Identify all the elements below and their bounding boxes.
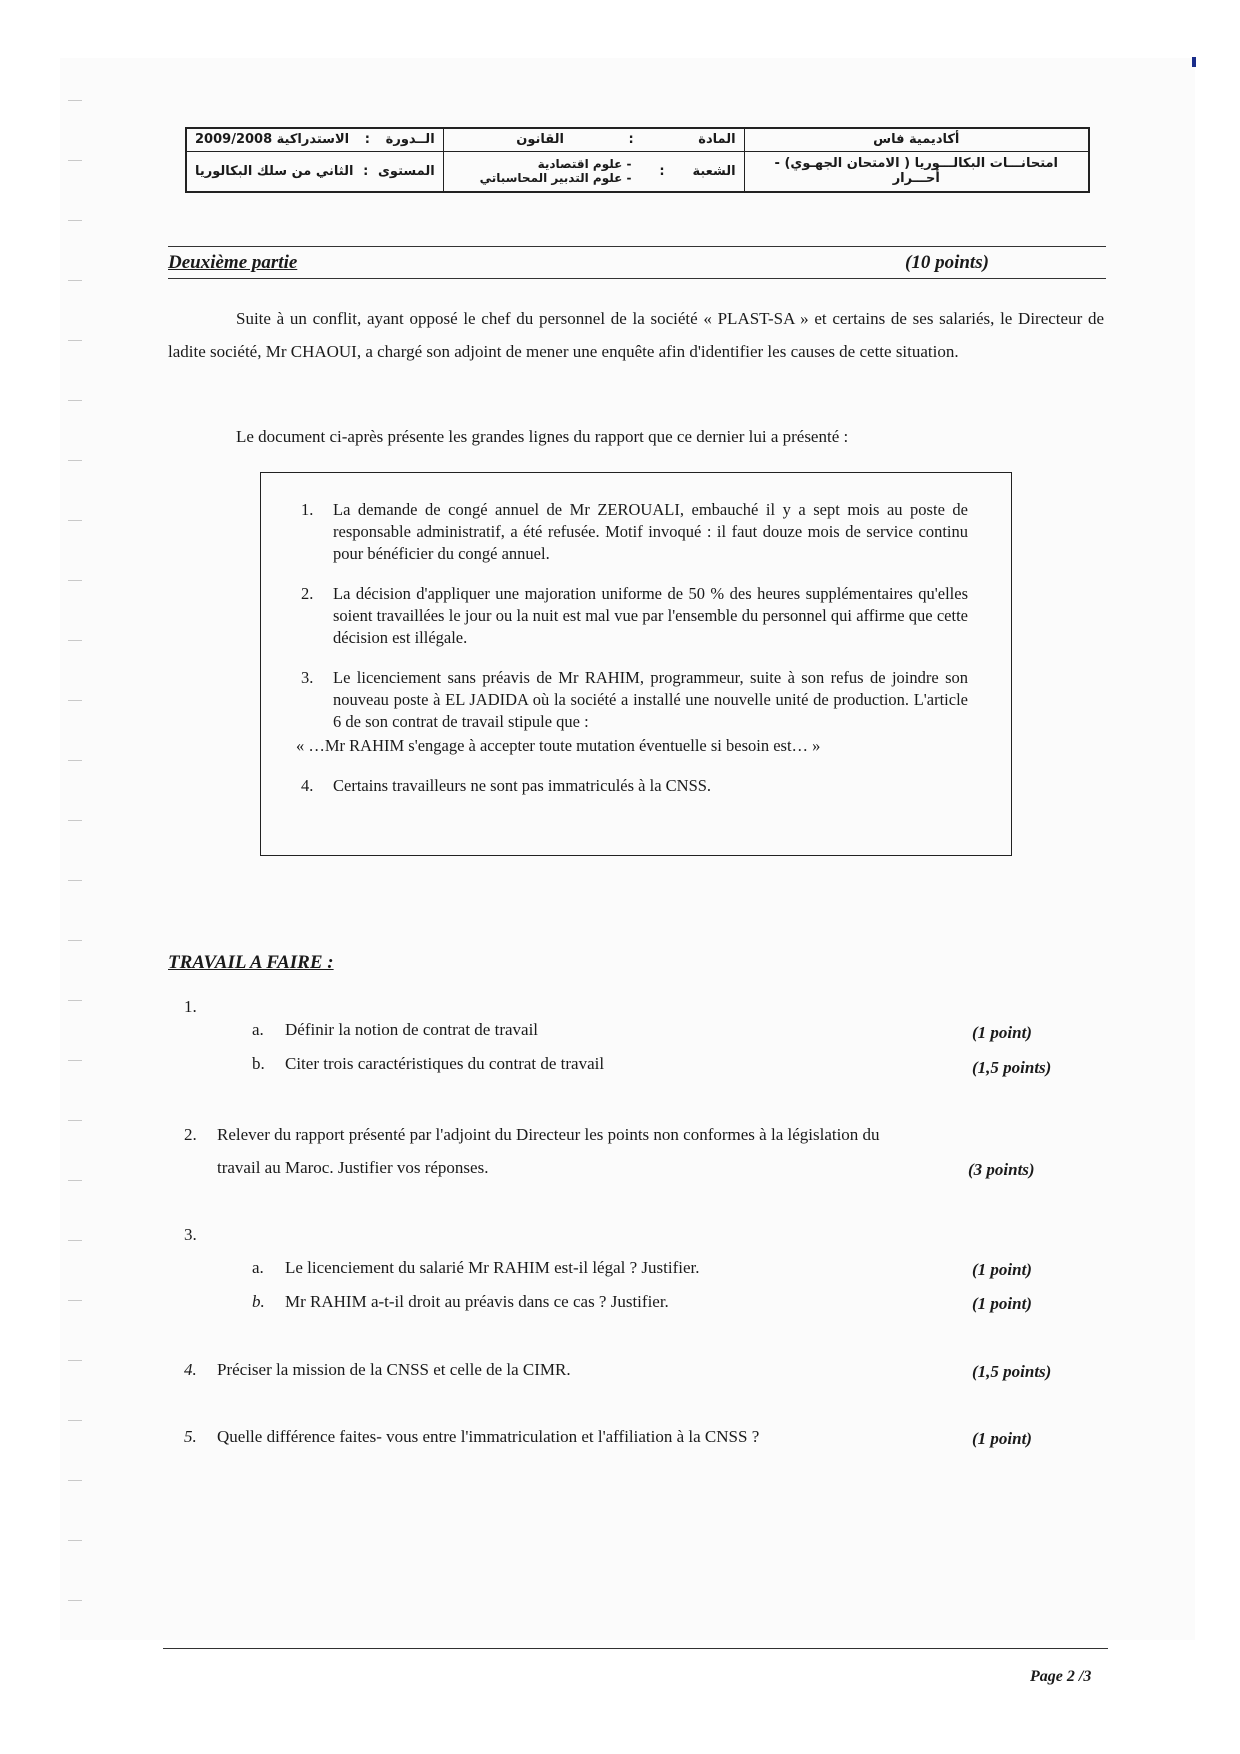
scan-edge-mark <box>1192 57 1196 67</box>
session-cell <box>186 128 443 151</box>
branch-item: - علوم اقتصادية <box>537 157 632 172</box>
subject-cell <box>443 128 744 151</box>
question-3a-points: (1 point) <box>972 1260 1032 1279</box>
rail-tick <box>68 400 82 401</box>
exam-header-table <box>185 127 1090 193</box>
rail-tick <box>68 1360 82 1361</box>
item-number: 2. <box>301 584 314 603</box>
branch-list <box>480 157 632 185</box>
level-cell <box>186 151 443 192</box>
question-1b-text: Citer trois caractéristiques du contrat de travail <box>285 1054 605 1073</box>
contract-quote: « …Mr RAHIM s'engage à accepter toute mutation éventuelle si besoin est… » <box>296 736 821 755</box>
rail-tick <box>68 280 82 281</box>
item-text: Certains travailleurs ne sont pas immatriculés à la CNSS. <box>333 776 712 795</box>
question-1b-points: (1,5 points) <box>972 1058 1052 1077</box>
rail-tick <box>68 1000 82 1001</box>
section-rule-bottom <box>168 278 1106 279</box>
rail-tick <box>68 520 82 521</box>
branch-label: الشعبة <box>692 163 736 179</box>
question-4-number: 4. <box>184 1360 197 1379</box>
rail-tick <box>68 1540 82 1541</box>
session-label: الــدورة <box>385 132 435 148</box>
academy-name: أكاديمية فاس <box>873 132 960 148</box>
rail-tick <box>68 580 82 581</box>
rail-tick <box>68 1300 82 1301</box>
rail-tick <box>68 1420 82 1421</box>
rail-tick <box>68 220 82 221</box>
question-5-text: Quelle différence faites- vous entre l'immatriculation et l'affiliation à la CNSS ? <box>217 1427 760 1446</box>
rail-tick <box>68 820 82 821</box>
question-2-line-2: travail au Maroc. Justifier vos réponses. <box>217 1158 489 1177</box>
question-3-number: 3. <box>184 1225 197 1244</box>
part-points: (10 points) <box>905 252 989 273</box>
question-1a-points: (1 point) <box>972 1023 1032 1042</box>
intro-text: Suite à un conflit, ayant opposé le chef du personnel de la société « PLAST-SA » et certains de ses salariés, le Directeur de ladite société, Mr CHAOUI, a chargé son adjoint de mener une enquête afin d'identifier les causes de cette situation. <box>168 309 1104 361</box>
colon: : <box>628 132 634 148</box>
intro-paragraph <box>168 302 1104 368</box>
rail-tick <box>68 1600 82 1601</box>
list-item <box>301 499 968 565</box>
rail-tick <box>68 760 82 761</box>
question-2-line-1: Relever du rapport présenté par l'adjoint du Directeur les points non conformes à la législation du <box>217 1125 880 1144</box>
footer-rule <box>163 1648 1108 1649</box>
todo-title: TRAVAIL A FAIRE : <box>168 952 334 973</box>
question-3a-text: Le licenciement du salarié Mr RAHIM est-il légal ? Justifier. <box>285 1258 700 1277</box>
rail-tick <box>68 1480 82 1481</box>
colon: : <box>659 163 665 179</box>
rail-tick <box>68 700 82 701</box>
question-2-number: 2. <box>184 1125 197 1144</box>
rail-tick <box>68 640 82 641</box>
rail-tick <box>68 880 82 881</box>
list-item <box>296 667 968 757</box>
rail-tick <box>68 160 82 161</box>
question-3b-letter: b. <box>252 1292 265 1311</box>
subject-label: المادة <box>698 132 736 148</box>
branch-cell <box>443 151 744 192</box>
question-1a-text: Définir la notion de contrat de travail <box>285 1020 539 1039</box>
subject-value: القانون <box>516 132 564 148</box>
report-box <box>260 472 1012 856</box>
rail-tick <box>68 940 82 941</box>
page-number: Page 2 /3 <box>1030 1668 1092 1685</box>
question-4-points: (1,5 points) <box>972 1362 1052 1381</box>
colon: : <box>364 132 370 148</box>
level-value: الثاني من سلك البكالوريا <box>195 163 354 179</box>
branch-item: - علوم التدبير المحاسباتي <box>479 171 632 186</box>
rail-tick <box>68 100 82 101</box>
list-item <box>301 775 968 797</box>
item-number: 1. <box>301 500 314 519</box>
item-text: La décision d'appliquer une majoration uniforme de 50 % des heures supplémentaires qu'elles soient travaillées le jour ou la nuit est mal vue par l'ensemble du personnel qui affirme que cette décision est illégale. <box>333 584 968 647</box>
item-text: La demande de congé annuel de Mr ZEROUALI, embauché il y a sept mois au poste de responsable administratif, a été refusée. Motif invoqué : il faut douze mois de service continu pour bénéficier du congé annuel. <box>333 500 968 563</box>
question-5-number: 5. <box>184 1427 197 1446</box>
list-item <box>301 583 968 649</box>
question-3a-letter: a. <box>252 1258 264 1277</box>
rail-tick <box>68 1180 82 1181</box>
binding-rail <box>62 70 84 1640</box>
academy-cell <box>744 128 1089 151</box>
item-text: Le licenciement sans préavis de Mr RAHIM, programmeur, suite à son refus de joindre son nouveau poste à EL JADIDA où la société a installé une nouvelle unité de production. L'article 6 de son contrat de travail stipule que : <box>333 668 968 731</box>
level-label: المستوى <box>378 163 435 179</box>
rail-tick <box>68 460 82 461</box>
lead-text: Le document ci-après présente les grandes lignes du rapport que ce dernier lui a présenté : <box>236 427 849 446</box>
item-body <box>296 667 968 757</box>
question-1a-letter: a. <box>252 1020 264 1039</box>
exam-title: امتحانـــات البكالـــوريا ( الامتحان الجهـوي) - أحـــرار <box>774 156 1059 187</box>
exam-cell <box>744 151 1089 192</box>
session-value: الاستدراكية 2009/2008 <box>195 132 350 148</box>
question-5-points: (1 point) <box>972 1429 1032 1448</box>
report-list <box>296 499 968 815</box>
rail-tick <box>68 1240 82 1241</box>
rail-tick <box>68 340 82 341</box>
item-number: 3. <box>301 668 314 687</box>
rail-tick <box>68 1120 82 1121</box>
question-1b-letter: b. <box>252 1054 265 1073</box>
question-2-points: (3 points) <box>968 1160 1035 1179</box>
question-3b-points: (1 point) <box>972 1294 1032 1313</box>
rail-tick <box>68 1060 82 1061</box>
item-number: 4. <box>301 776 314 795</box>
part-title: Deuxième partie <box>168 252 298 273</box>
question-1-number: 1. <box>184 997 197 1016</box>
colon: : <box>363 163 369 179</box>
question-4-text: Préciser la mission de la CNSS et celle de la CIMR. <box>217 1360 571 1379</box>
section-rule-top <box>168 246 1106 247</box>
question-3b-text: Mr RAHIM a-t-il droit au préavis dans ce cas ? Justifier. <box>285 1292 669 1311</box>
